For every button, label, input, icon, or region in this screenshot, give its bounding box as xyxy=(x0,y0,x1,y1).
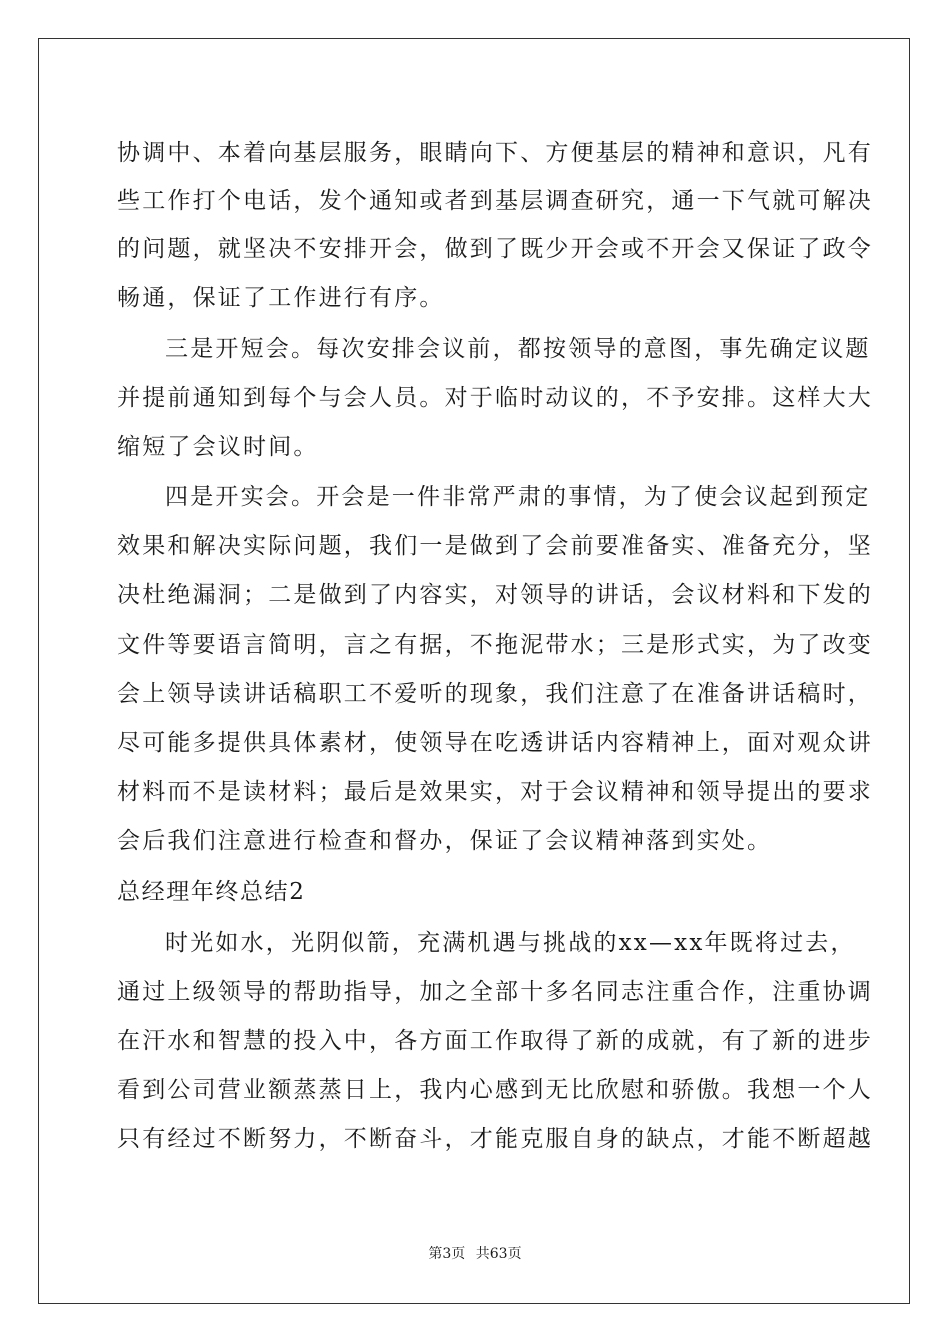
section-heading: 总经理年终总结2 xyxy=(117,879,306,905)
text-line: 效果和解决实际问题，我们一是做到了会前要准备实、准备充分，坚 xyxy=(117,533,873,559)
text-line: 畅通，保证了工作进行有序。 xyxy=(117,285,445,311)
text-line: 材料而不是读材料；最后是效果实，对于会议精神和领导提出的要求 xyxy=(117,779,873,805)
text-line: 的问题，就坚决不安排开会，做到了既少开会或不开会又保证了政令 xyxy=(117,236,873,262)
page-total: 共63页 xyxy=(475,1246,522,1262)
page-number: 第3页 xyxy=(428,1246,466,1262)
text-line: 会后我们注意进行检查和督办，保证了会议精神落到实处。 xyxy=(117,828,773,854)
text-line: 只有经过不断努力，不断奋斗，才能克服自身的缺点，才能不断超越 xyxy=(117,1126,873,1152)
text-line: 并提前通知到每个与会人员。对于临时动议的，不予安排。这样大大 xyxy=(117,385,873,411)
text-line: 文件等要语言简明，言之有据，不拖泥带水；三是形式实，为了改变 xyxy=(117,632,873,658)
paragraph-start-line: 四是开实会。开会是一件非常严肃的事情，为了使会议起到预定 xyxy=(165,484,871,510)
text-line: 协调中、本着向基层服务，眼睛向下、方便基层的精神和意识，凡有 xyxy=(117,140,873,166)
text-line: 尽可能多提供具体素材，使领导在吃透讲话内容精神上，面对观众讲 xyxy=(117,730,873,756)
paragraph-start-line: 时光如水，光阴似箭，充满机遇与挑战的xx—xx年既将过去， xyxy=(165,930,856,956)
page-border xyxy=(38,38,910,1304)
paragraph-start-line: 三是开短会。每次安排会议前，都按领导的意图，事先确定议题 xyxy=(165,336,871,362)
text-line: 决杜绝漏洞；二是做到了内容实，对领导的讲话，会议材料和下发的 xyxy=(117,582,873,608)
text-line: 些工作打个电话，发个通知或者到基层调查研究，通一下气就可解决 xyxy=(117,188,873,214)
text-line: 通过上级领导的帮助指导，加之全部十多名同志注重合作，注重协调 xyxy=(117,979,873,1005)
text-line: 看到公司营业额蒸蒸日上，我内心感到无比欣慰和骄傲。我想一个人 xyxy=(117,1077,873,1103)
page-footer xyxy=(0,1245,950,1263)
text-line: 会上领导读讲话稿职工不爱听的现象，我们注意了在准备讲话稿时， xyxy=(117,681,873,707)
text-line: 在汗水和智慧的投入中，各方面工作取得了新的成就，有了新的进步 xyxy=(117,1028,873,1054)
text-line: 缩短了会议时间。 xyxy=(117,434,319,460)
